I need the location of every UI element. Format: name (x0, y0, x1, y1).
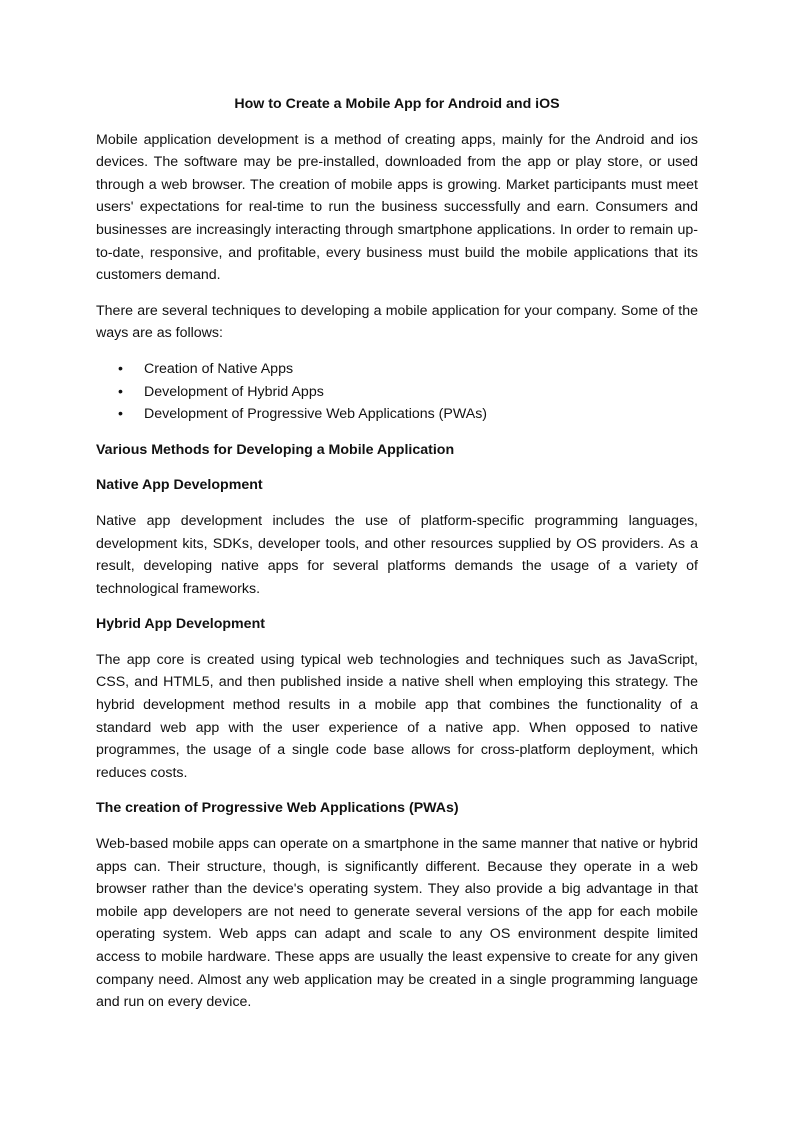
techniques-paragraph: There are several techniques to developing a mobile application for your company. Some of the ways are as follows: (96, 302, 698, 342)
native-heading: Native App Development (96, 477, 263, 494)
list-item-text: Development of Progressive Web Applications (PWAs) (144, 406, 488, 423)
list-item (96, 403, 698, 426)
list-item-text: Development of Hybrid Apps (144, 383, 324, 400)
intro-paragraph: Mobile application development is a method of creating apps, mainly for the Android and ios devices. The software may be pre-installed, downloaded from the app or play store, or used through a web browser. The creation of mobile apps is growing. Market participants must meet users' expectations for real-time to run the business successfully and earn. Consumers and businesses are increasingly interacting through smartphone applications. In order to remain up-to-date, responsive, and profitable, every business must build the mobile applications that its customers demand. (96, 131, 698, 284)
methods-heading: Various Methods for Developing a Mobile Application (96, 441, 455, 458)
hybrid-heading: Hybrid App Development (96, 616, 265, 633)
document-page (96, 93, 698, 1027)
bullet-icon: • (118, 406, 123, 423)
list-item (96, 358, 698, 381)
list-item (96, 381, 698, 404)
bullet-icon: • (118, 383, 123, 400)
pwa-heading: The creation of Progressive Web Applications (PWAs) (96, 800, 459, 817)
document-title: How to Create a Mobile App for Android and iOS (234, 96, 560, 112)
techniques-list (96, 358, 698, 426)
bullet-icon: • (118, 360, 123, 377)
pwa-paragraph: Web-based mobile apps can operate on a smartphone in the same manner that native or hybrid apps can. Their structure, though, is significantly different. Because they operate in a web browser rather than the device's operating system. They also provide a big advantage in that mobile app developers are not need to generate several versions of the app for each mobile operating system. Web apps can adapt and scale to any OS environment despite limited access to mobile hardware. These apps are usually the least expensive to create for any given company need. Almost any web application may be created in a single programming language and run on every device. (96, 836, 698, 1011)
list-item-text: Creation of Native Apps (144, 360, 294, 377)
hybrid-paragraph: The app core is created using typical web technologies and techniques such as JavaScript, CSS, and HTML5, and then published inside a native shell when employing this strategy. The hybrid development method results in a mobile app that combines the functionality of a standard web app with the user experience of a native app. When opposed to native programmes, the usage of a single code base allows for cross-platform deployment, which reduces costs. (96, 651, 698, 781)
native-paragraph: Native app development includes the use of platform-specific programming languages, development kits, SDKs, developer tools, and other resources supplied by OS providers. As a result, developing native apps for several platforms demands the usage of a variety of technological frameworks. (96, 512, 698, 597)
